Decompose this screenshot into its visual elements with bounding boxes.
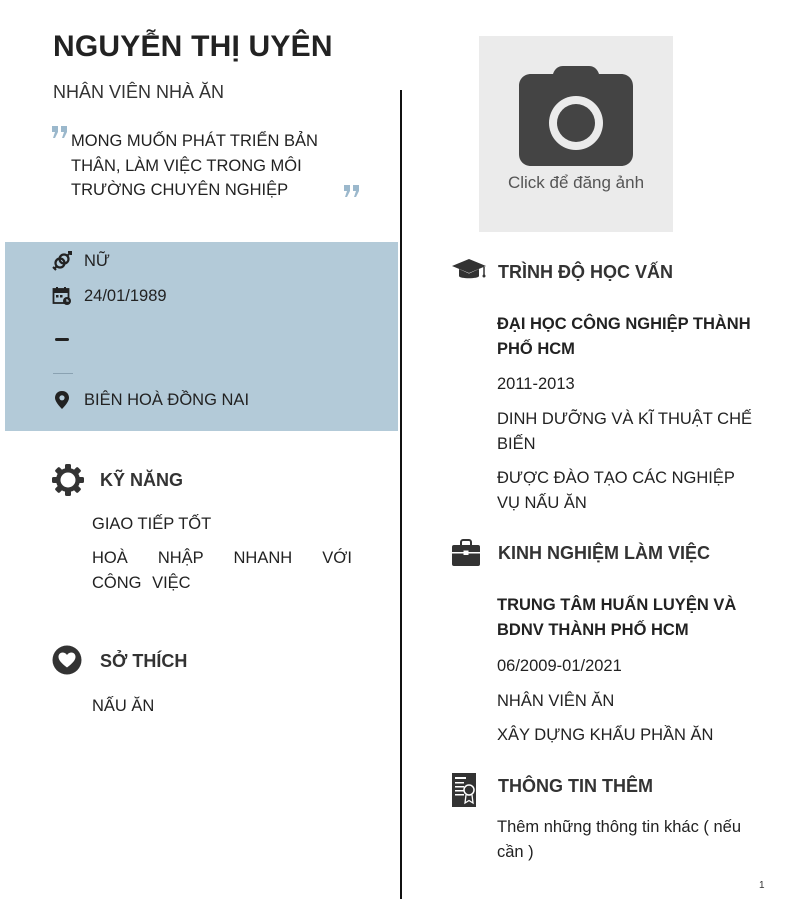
photo-upload[interactable] [479,36,673,232]
education-school: ĐẠI HỌC CÔNG NGHIỆP THÀNH PHỐ HCM [497,315,751,358]
briefcase-icon [451,539,481,567]
experience-task: XÂY DỰNG KHẨU PHẦN ĂN [497,726,714,744]
education-note: ĐƯỢC ĐÀO TẠO CÁC NGHIỆP VỤ NẤU ĂN [497,469,735,512]
hidden-row-fragment [53,373,73,374]
page-number: 1 [759,880,765,891]
hobby-item: NẤU ĂN [92,697,155,715]
education-title: TRÌNH ĐỘ HỌC VẤN [498,262,673,282]
calendar-icon [51,285,73,307]
candidate-name: NGUYỄN THỊ UYÊN [53,30,333,63]
experience-position: NHÂN VIÊN ĂN [497,692,615,710]
address-row [51,389,249,411]
education-period: 2011-2013 [497,375,575,393]
birthdate-value: 24/01/1989 [84,286,167,305]
address-value: BIÊN HOÀ ĐỒNG NAI [84,390,250,409]
gender-value: NỮ [84,251,111,270]
education-major: DINH DƯỠNG VÀ KĨ THUẬT CHẾ BIẾN [497,410,752,453]
gender-icon [51,250,73,272]
additional-title: THÔNG TIN THÊM [498,776,653,796]
column-divider [400,90,402,899]
career-objective: MONG MUỐN PHÁT TRIỂN BẢN THÂN, LÀM VIỆC TRONG MÔI TRƯỜNG CHUYÊN NGHIỆP [71,132,318,199]
quote-close-icon [343,184,361,198]
job-title: NHÂN VIÊN NHÀ ĂN [53,82,225,102]
experience-period: 06/2009-01/2021 [497,657,622,675]
skills-title: KỸ NĂNG [100,470,184,490]
personal-info-panel [5,242,398,431]
additional-text[interactable]: Thêm những thông tin khác ( nếu cần ) [497,818,742,861]
gear-icon [52,464,84,496]
camera-icon [517,64,635,168]
location-pin-icon [51,389,73,411]
photo-caption: Click để đăng ảnh [507,173,645,192]
birthdate-row [51,285,167,307]
gender-row [51,250,110,272]
skill-item: HOÀ NHẬP NHANH VỚI CÔNG VIỆC [92,549,352,592]
experience-company: TRUNG TÂM HUẤN LUYỆN VÀ BDNV THÀNH PHỐ HCM [497,596,737,639]
quote-open-icon [51,125,69,139]
skill-item: GIAO TIẾP TỐT [92,515,212,533]
heart-icon [52,645,82,675]
hidden-row-fragment [55,338,69,341]
hobbies-title: SỞ THÍCH [100,651,188,671]
graduation-cap-icon [451,258,487,282]
certificate-icon [451,772,477,808]
experience-title: KINH NGHIỆM LÀM VIỆC [498,543,711,563]
